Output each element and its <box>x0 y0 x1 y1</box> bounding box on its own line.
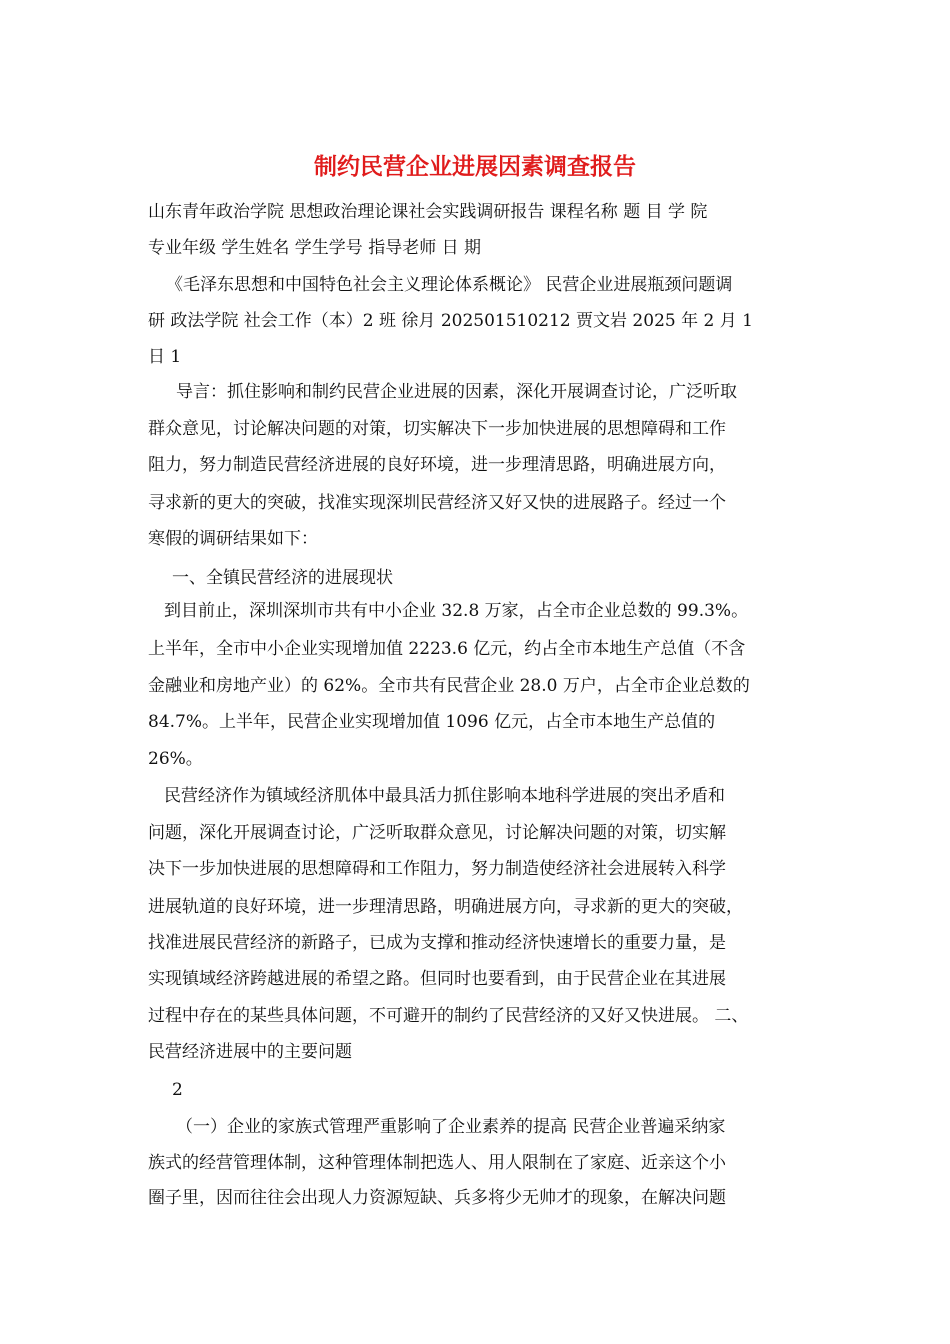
text-line: 民营经济进展中的主要问题 <box>148 1042 352 1062</box>
text-line: 研 政法学院 社会工作（本）2 班 徐月 202501510212 贾文岩 2025 年 2 月 1 <box>148 311 753 331</box>
text-line: 进展轨道的良好环境，进一步理清思路，明确进展方向，寻求新的更大的突破， <box>148 897 743 917</box>
text-line: 上半年，全市中小企业实现增加值 2223.6 亿元，约占全市本地生产总值（不含 <box>148 639 746 659</box>
text-line: 到目前止，深圳深圳市共有中小企业 32.8 万家，占全市企业总数的 99.3%。 <box>164 601 749 621</box>
section-heading: （一）企业的家族式管理严重影响了企业素养的提高 民营企业普遍采纳家 <box>176 1117 726 1137</box>
text-line: 过程中存在的某些具体问题，不可避开的制约了民营经济的又好又快进展。 二、 <box>148 1006 749 1026</box>
text-line: 圈子里，因而往往会出现人力资源短缺、兵多将少无帅才的现象，在解决问题 <box>148 1188 726 1208</box>
text-line: 日 1 <box>148 347 182 367</box>
text-line: 决下一步加快进展的思想障碍和工作阻力，努力制造使经济社会进展转入科学 <box>148 859 726 879</box>
text-line: 84.7%。上半年，民营企业实现增加值 1096 亿元，占全市本地生产总值的 <box>148 712 716 732</box>
text-line: 导言：抓住影响和制约民营企业进展的因素，深化开展调查讨论，广泛听取 <box>176 382 737 402</box>
text-line: 阻力，努力制造民营经济进展的良好环境，进一步理清思路，明确进展方向， <box>148 455 726 475</box>
text-line: 族式的经营管理体制，这种管理体制把选人、用人限制在了家庭、近亲这个小 <box>148 1153 726 1173</box>
text-line: 群众意见，讨论解决问题的对策，切实解决下一步加快进展的思想障碍和工作 <box>148 419 726 439</box>
text-line: 找准进展民营经济的新路子，已成为支撑和推动经济快速增长的重要力量，是 <box>148 933 726 953</box>
text-line: 金融业和房地产业）的 62%。全市共有民营企业 28.0 万户，占全市企业总数的 <box>148 676 750 696</box>
text-line: 专业年级 学生姓名 学生学号 指导老师 日 期 <box>148 238 482 258</box>
text-line: 26%。 <box>148 749 203 769</box>
document-title: 制约民营企业进展因素调查报告 <box>314 153 636 180</box>
text-line: 实现镇域经济跨越进展的希望之路。但同时也要看到，由于民营企业在其进展 <box>148 969 726 989</box>
text-line: 《毛泽东思想和中国特色社会主义理论体系概论》 民营企业进展瓶颈问题调 <box>166 275 733 295</box>
text-line: 寻求新的更大的突破，找准实现深圳民营经济又好又快的进展路子。经过一个 <box>148 493 726 513</box>
section-heading: 一、全镇民营经济的进展现状 <box>172 568 393 588</box>
text-line: 山东青年政治学院 思想政治理论课社会实践调研报告 课程名称 题 目 学 院 <box>148 202 708 222</box>
text-line: 寒假的调研结果如下： <box>148 529 318 549</box>
text-line: 问题，深化开展调查讨论，广泛听取群众意见，讨论解决问题的对策，切实解 <box>148 823 726 843</box>
text-line: 民营经济作为镇域经济肌体中最具活力抓住影响本地科学进展的突出矛盾和 <box>164 786 725 806</box>
page-number: 2 <box>172 1080 183 1100</box>
